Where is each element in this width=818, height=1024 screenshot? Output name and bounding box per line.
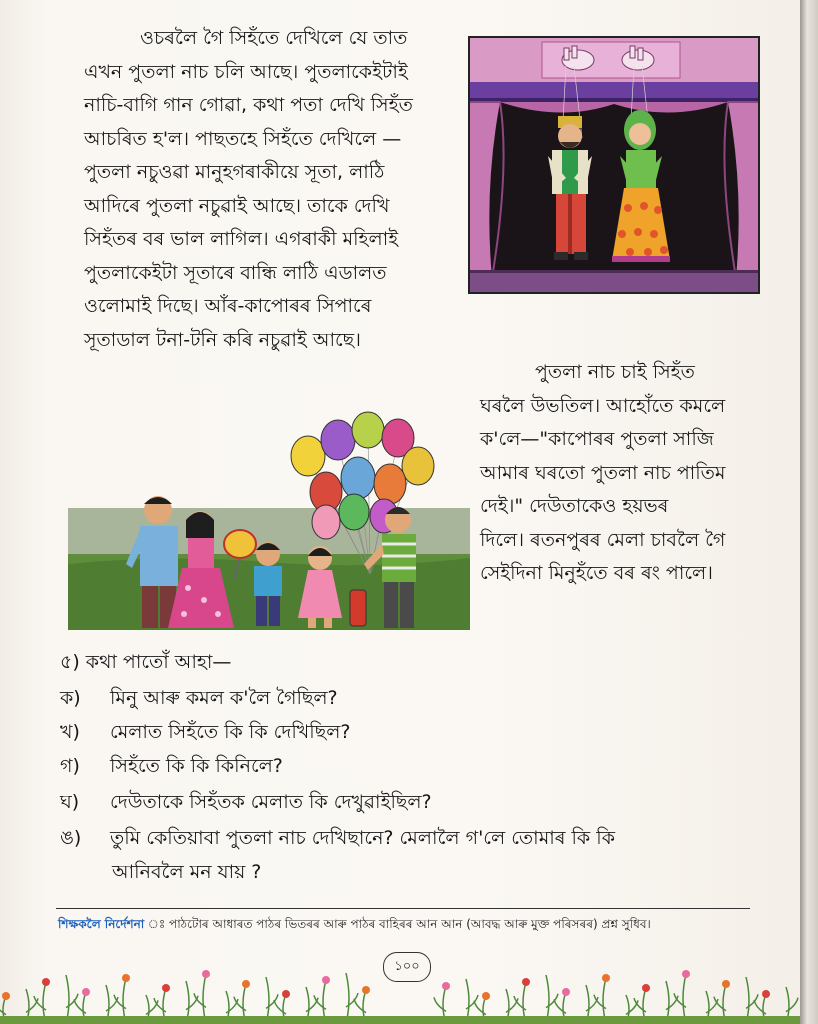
question-item (60, 718, 350, 750)
para2-line: দিলে। ৰতনপুৰৰ মেলা চাবলৈ গৈ (480, 528, 726, 551)
para2-line: দেই।" দেউতাকেও হয়ভৰ (480, 495, 669, 517)
question-item (60, 752, 283, 784)
question-text-continuation: আনিবলৈ মন যায় ? (112, 861, 262, 883)
question-label: ক) (60, 687, 81, 709)
puppet-show-illustration (468, 36, 760, 294)
page-number: ১০০ (383, 952, 431, 982)
teacher-instruction (58, 916, 651, 936)
para2-line: ক'লে—"কাপোৰৰ পুতলা সাজি (480, 428, 714, 450)
teacher-instruction-label: শিক্ষকলৈ নিৰ্দেশনা (58, 917, 145, 931)
para1-line: সূতাডাল টনা-টনি কৰি নচুৱাই আছে। (84, 328, 361, 351)
question-label: খ) (60, 721, 80, 743)
question-text: মিনু আৰু কমল ক'লৈ গৈছিল? (110, 687, 338, 709)
para1-line: নাচি-বাগি গান গোৱা, কথা পতা দেখি সিহঁত (84, 94, 413, 116)
question-text: মেলাত সিহঁতে কি কি দেখিছিল? (110, 721, 351, 743)
story-paragraph-1 (84, 22, 460, 357)
para2-line: সেইদিনা মিনুহঁতে বৰ ৰং পালে। (480, 562, 713, 584)
question-item (60, 788, 432, 820)
questions-heading: ৫) কথা পাতোঁ আহা— (60, 651, 232, 673)
para2-line: ঘৰলৈ উভতিল। আহোঁতে কমলে (480, 394, 726, 417)
para1-line: আচৰিত হ'ল। পাছতহে সিহঁতে দেখিলে — (84, 127, 402, 150)
para1-line: এখন পুতলা নাচ চলি আছে। পুতলাকেইটাই (84, 60, 408, 83)
teacher-instruction-text: ঃ পাঠটোৰ আধাৰত পাঠৰ ভিতৰৰ আৰু পাঠৰ বাহিৰৰ আন আন (আবদ্ধ আৰু মুক্ত পৰিসৰৰ) প্ৰশ্ন সুধিব। (144, 917, 651, 931)
footer-divider (56, 908, 750, 909)
question-item (60, 824, 615, 856)
book-spine (800, 0, 818, 1024)
para1-line: পুতলা নচুওৱা মানুহগৰাকীয়ে সূতা, লাঠি (84, 161, 385, 183)
para1-line: পুতলাকেইটা সূতাৰে বান্ধি লাঠি এডালত (84, 261, 387, 284)
para1-line: ওচৰলৈ গৈ সিহঁতে দেখিলে যে তাত (140, 27, 408, 49)
question-label: গ) (60, 755, 80, 777)
para1-line: আদিৰে পুতলা নচুৱাই আছে। তাকে দেখি (84, 194, 390, 217)
question-label: ঘ) (60, 791, 80, 813)
story-paragraph-2 (480, 356, 748, 591)
question-text: দেউতাকে সিহঁতক মেলাত কি দেখুৱাইছিল? (110, 791, 432, 813)
question-text: সিহঁতে কি কি কিনিলে? (110, 755, 283, 777)
para2-line: পুতলা নাচ চাই সিহঁত (535, 361, 695, 383)
para2-line: আমাৰ ঘৰতো পুতলা নাচ পাতিম (480, 461, 726, 484)
question-label: ঙ) (60, 827, 82, 849)
para1-line: ওলোমাই দিছে। আঁৰ-কাপোৰৰ সিপাৰে (84, 295, 372, 317)
question-item (60, 684, 338, 716)
para1-line: সিহঁতৰ বৰ ভাল লাগিল। এগৰাকী মহিলাই (84, 228, 399, 250)
question-text: তুমি কেতিয়াবা পুতলা নাচ দেখিছানে? মেলালৈ গ'লে তোমাৰ কি কি (110, 827, 615, 849)
fair-balloon-illustration (68, 404, 470, 630)
